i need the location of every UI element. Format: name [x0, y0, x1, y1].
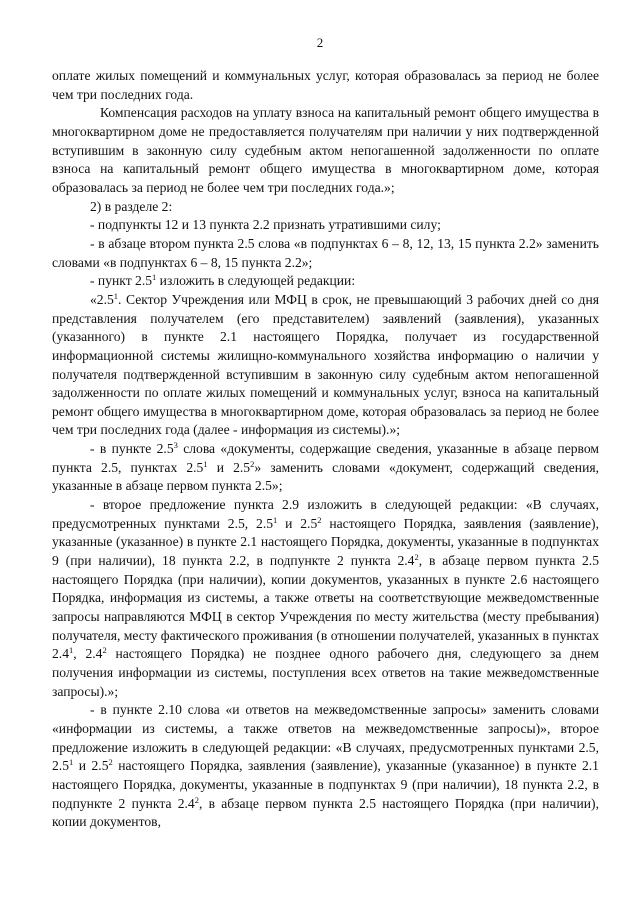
paragraph-2: Компенсация расходов на уплату взноса на капитальный ремонт общего имущества в многоквартирном доме не предоставляется получателям при наличии у них подтвержденной вступившим в законную силу судебным актом непогашенной задолженности по оплате взноса на капитальный ремонт общего имущества в многоквартирном доме, которая образовалась за период не более чем три последних года.»; [52, 105, 599, 195]
paragraph-10 [52, 701, 599, 832]
superscript: 2 [414, 552, 419, 563]
paragraph-9-text: и 2.5 [277, 515, 318, 531]
paragraph-4: - подпункты 12 и 13 пункта 2.2 признать утратившими силу; [90, 217, 441, 233]
paragraph-9-text: , 2.4 [73, 646, 103, 662]
paragraph-10-text: , в абзаце первом пункта 2.5 настоящего Порядка (при наличии), копии документов, [52, 795, 599, 830]
paragraph-10-text: - в пункте 2.10 слова «и ответов на межведомственные запросы» заменить словами «информации из системы, а также ответов на межведомственные запросы)», второе предложение изложить в следующей редакции: «В случаях, предусмотренных пунктами 2.5, 2.5 [52, 702, 599, 774]
paragraph-9 [52, 496, 599, 701]
superscript: 2 [250, 458, 255, 469]
paragraph-9-text: настоящего Порядка, заявления (заявление), указанные (указанное) в пункте 2.1 настоящего Порядка, документы, указанные в подпунктах 9 (при наличии), 18 пункта 2.2, в подпункте 2 пункта 2.4 [52, 515, 599, 569]
paragraph-10-text: и 2.5 [73, 758, 109, 774]
superscript: 2 [194, 794, 199, 805]
paragraph-1: оплате жилых помещений и коммунальных услуг, которая образовалась за период не более чем три последних года. [52, 68, 599, 102]
superscript: 1 [203, 458, 208, 469]
paragraph-8-text: слова «документы, содержащие сведения, указанные в абзаце первом пункта 2.5, пунктах 2.5 [52, 441, 599, 475]
paragraph-9-text: настоящего Порядка) не позднее одного рабочего дня, следующего за днем получения информации из системы, поступления всех ответов на такие межведомственные запросы).»; [52, 646, 599, 699]
paragraph-8-text: - в пункте 2.5 [90, 441, 174, 457]
paragraph-10-text: настоящего Порядка, заявления (заявление), указанные (указанное) в пункте 2.1 настоящего Порядка, документы, указанные в подпунктах 9 (при наличии), 18 пункта 2.2, в подпункте 2 пункта 2.4 [52, 758, 599, 811]
superscript: 2 [102, 645, 107, 656]
paragraph-5: - в абзаце втором пункта 2.5 слова «в подпунктах 6 – 8, 12, 13, 15 пункта 2.2» заменить словами «в подпунктах 6 – 8, 15 пункта 2.2»; [52, 235, 599, 270]
paragraph-9-text: , в абзаце первом пункта 2.5 настоящего Порядка (при наличии), копии документов, указанных в пункте 2.6 настоящего Порядка, информация из системы, а также ответы на соответствующие межведомственные запросы направляются МФЦ в сектор Учреждения по месту жительства (месту пребывания) получателя, месту фактического проживания (в отношении получателей, указанных в пунктах 2.4 [52, 553, 599, 662]
paragraph-7-text: «2.5 [90, 291, 114, 307]
paragraph-6-text: изложить в следующей редакции: [156, 273, 356, 289]
paragraph-7-text: . Сектор Учреждения или МФЦ в срок, не превышающий 3 рабочих дней со дня представления получателем (его представителем) заявлений (заявления), указанных (указанного) в пункте 2.1 настоящего Порядка, получает из государственной информационной системы жилищно-коммунального хозяйства информацию о наличии у получателя подтвержденной вступившим в законную силу судебным актом непогашенной задолженности по оплате жилых помещений и коммунальных услуг, взноса на капитальный ремонт общего имущества в многоквартирном доме, которая образовалась за период не более чем три последних года (далее - информация из системы).»; [52, 291, 599, 438]
paragraph-7 [52, 291, 599, 440]
document-body [52, 67, 599, 832]
superscript: 2 [108, 757, 113, 768]
paragraph-3: 2) в разделе 2: [90, 198, 173, 214]
paragraph-8 [52, 440, 599, 496]
page-number: 2 [316, 35, 324, 50]
paragraph-8-text: и 2.5 [207, 459, 251, 475]
superscript: 1 [273, 514, 278, 525]
superscript: 2 [317, 514, 322, 525]
superscript: 1 [69, 757, 74, 768]
paragraph-8-text: » заменить словами «документ, содержащий сведения, указанные в абзаце первом пункта 2.5»; [52, 459, 599, 494]
superscript: 3 [173, 440, 178, 451]
superscript: 1 [152, 272, 157, 283]
paragraph-6 [52, 272, 599, 291]
paragraph-6-text: - пункт 2.5 [90, 273, 153, 289]
superscript: 1 [113, 290, 119, 301]
superscript: 1 [69, 645, 74, 656]
paragraph-9-text: - второе предложение пункта 2.9 изложить в следующей редакции: «В случаях, предусмотренных пунктами 2.5, 2.5 [52, 497, 599, 531]
